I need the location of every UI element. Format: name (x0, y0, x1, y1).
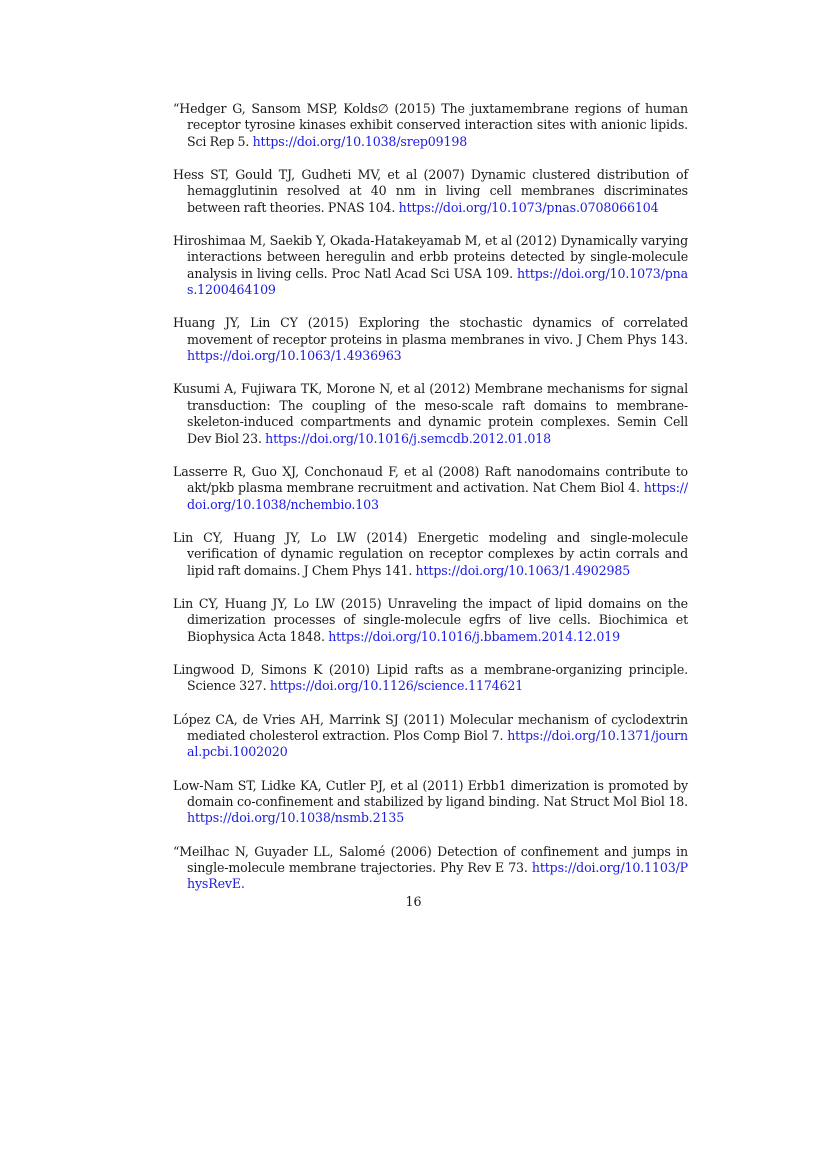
reference-text: Low-Nam ST, Lidke KA, Cutler PJ, et al (2011) Erbb1 dimerization is promoted by domain co-confinement and stabilized by ligand binding. Nat Struct Mol Biol 18. (173, 777, 688, 809)
doi-link[interactable]: https://doi.org/10.1073/pnas.0708066104 (398, 199, 659, 215)
reference-text: López CA, de Vries AH, Marrink SJ (2011) Molecular mechanism of cyclodextrin mediated cholesterol extraction. Plos Comp Biol 7. (173, 711, 688, 743)
doi-link[interactable]: https://doi.org/10.1073/pnas.1200464109 (187, 265, 688, 298)
doi-link[interactable]: https://doi.org/10.1063/1.4936963 (187, 348, 402, 364)
reference-item (173, 167, 688, 216)
reference-text: “Hedger G, Sansom MSP, Kolds∅ (2015) The juxtamembrane regions of human receptor tyrosine kinases exhibit conserved interaction sites with anionic lipids. Sci Rep 5. (173, 101, 688, 149)
doi-link[interactable]: https://doi.org/10.1371/journal.pcbi.1002020 (187, 727, 688, 760)
reference-text: Hess ST, Gould TJ, Gudheti MV, et al (2007) Dynamic clustered distribution of hemagglutinin resolved at 40 nm in living cell membranes discriminates between raft theories. PNAS 104. (173, 167, 688, 215)
doi-link[interactable]: https://doi.org/10.1038/srep09198 (252, 133, 468, 149)
reference-item (173, 596, 688, 645)
reference-text: Lin CY, Huang JY, Lo LW (2014) Energetic modeling and single-molecule verification of dynamic regulation on receptor complexes by actin corrals and lipid raft domains. J Chem Phys 141. (173, 529, 688, 578)
doi-link[interactable]: https://doi.org/10.1016/j.bbamem.2014.12.019 (328, 628, 620, 644)
reference-item (173, 844, 688, 893)
doi-link[interactable]: https://doi.org/10.1038/nsmb.2135 (187, 810, 405, 826)
reference-item (173, 464, 688, 513)
reference-text: Lin CY, Huang JY, Lo LW (2015) Unraveling the impact of lipid domains on the dimerization processes of single-molecule egfrs of live cells. Biochimica et Biophysica Acta 1848. (173, 595, 688, 644)
reference-text: “Meilhac N, Guyader LL, Salomé (2006) Detection of confinement and jumps in single-molecule membrane trajectories. Phy Rev E 73. (173, 843, 688, 875)
doi-link[interactable]: https://doi.org/10.1103/PhysRevE. (187, 859, 688, 892)
doi-link[interactable]: https://doi.org/10.1038/nchembio.103 (187, 480, 688, 512)
reference-text: Kusumi A, Fujiwara TK, Morone N, et al (2012) Membrane mechanisms for signal transduction: The coupling of the meso-scale raft domains to membrane-skeleton-induced compartments and dynamic protein complexes. Semin Cell Dev Biol 23. (173, 381, 688, 446)
reference-item (173, 662, 688, 695)
reference-text: Lasserre R, Guo XJ, Conchonaud F, et al (2008) Raft nanodomains contribute to akt/pkb plasma membrane recruitment and activation. Nat Chem Biol 4. (173, 463, 688, 496)
reference-item (173, 712, 688, 761)
reference-item (173, 233, 688, 299)
reference-item (173, 778, 688, 827)
doi-link[interactable]: https://doi.org/10.1016/j.semcdb.2012.01.018 (265, 430, 552, 446)
doi-link[interactable]: https://doi.org/10.1126/science.1174621 (269, 678, 524, 694)
doi-link[interactable]: https://doi.org/10.1063/1.4902985 (415, 562, 631, 578)
page-number: 16 (405, 894, 422, 909)
reference-item (173, 315, 688, 364)
reference-item (173, 381, 688, 447)
reference-list (173, 101, 688, 910)
reference-text: Hiroshimaa M, Saekib Y, Okada-Hatakeyamab M, et al (2012) Dynamically varying interactions between heregulin and erbb proteins detected by single-molecule analysis in living cells. Proc Natl Acad Sci USA 109. (173, 233, 688, 281)
reference-text: Lingwood D, Simons K (2010) Lipid rafts as a membrane-organizing principle. Science 327. (173, 661, 688, 694)
reference-item (173, 530, 688, 579)
reference-text: Huang JY, Lin CY (2015) Exploring the stochastic dynamics of correlated movement of receptor proteins in plasma membranes in vivo. J Chem Phys 143. (173, 315, 688, 347)
reference-item (173, 101, 688, 150)
